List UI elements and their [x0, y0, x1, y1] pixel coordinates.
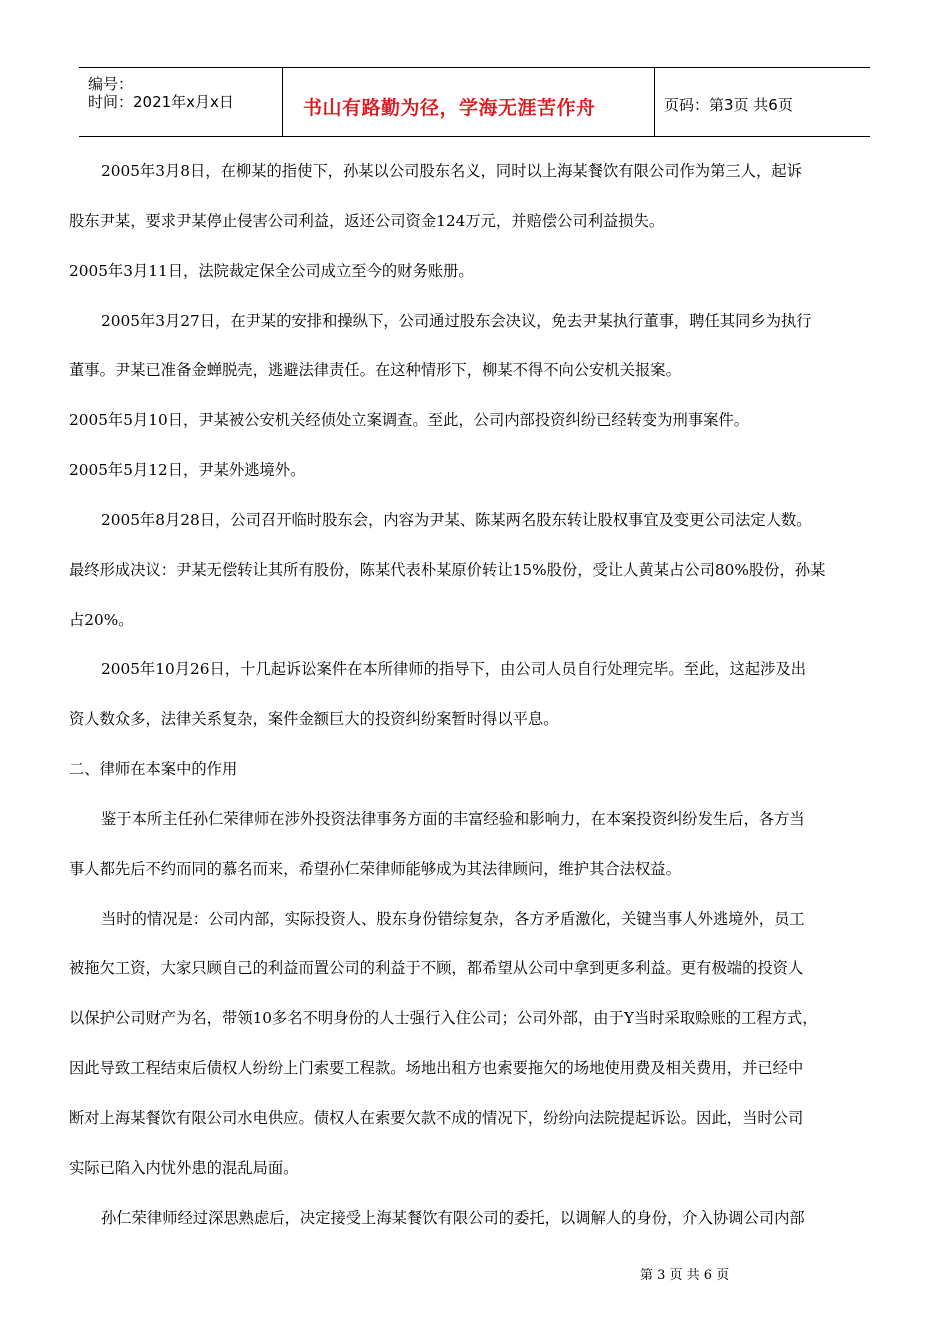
body-line: 实际已陷入内忧外患的混乱局面。: [69, 1159, 299, 1177]
document-number-label: 编号：: [88, 75, 134, 93]
document-time-label: 时间：2021年x月x日: [88, 93, 234, 111]
header-left-cell: [79, 68, 283, 136]
body-line: 2005年10月26日，十几起诉讼案件在本所律师的指导下，由公司人员自行处理完毕。至此，这起涉及出: [101, 660, 807, 678]
body-line: 董事。尹某已准备金蝉脱壳，逃避法律责任。在这种情形下，柳某不得不向公安机关报案。: [69, 361, 681, 379]
body-line: 2005年8月28日，公司召开临时股东会，内容为尹某、陈某两名股东转让股权事宜及变更公司法定人数。: [101, 511, 812, 529]
body-line: 2005年5月10日，尹某被公安机关经侦处立案调查。至此，公司内部投资纠纷已经转变为刑事案件。: [69, 411, 750, 429]
body-line: 以保护公司财产为名，带领10多名不明身份的人士强行入住公司；公司外部，由于Y当时采取赊账的工程方式，: [69, 1009, 818, 1027]
body-line: 鉴于本所主任孙仁荣律师在涉外投资法律事务方面的丰富经验和影响力，在本案投资纠纷发生后，各方当: [101, 810, 805, 828]
page-header: [79, 67, 870, 137]
header-middle-cell: [283, 68, 655, 136]
body-line: 当时的情况是：公司内部，实际投资人、股东身份错综复杂，各方矛盾激化，关键当事人外逃境外，员工: [101, 910, 805, 928]
body-line: 2005年5月12日，尹某外逃境外。: [69, 461, 306, 479]
body-line: 2005年3月11日，法院裁定保全公司成立至今的财务账册。: [69, 262, 474, 280]
body-line: 断对上海某餐饮有限公司水电供应。债权人在索要欠款不成的情况下，纷纷向法院提起诉讼。因此，当时公司: [69, 1109, 804, 1127]
header-motto: 书山有路勤为径，学海无涯苦作舟: [303, 97, 596, 119]
body-line: 占20%。: [69, 611, 134, 629]
body-line: 被拖欠工资，大家只顾自己的利益而置公司的利益于不顾，都希望从公司中拿到更多利益。更有极端的投资人: [69, 959, 804, 977]
body-line: 孙仁荣律师经过深思熟虑后，决定接受上海某餐饮有限公司的委托，以调解人的身份，介入协调公司内部: [101, 1209, 805, 1227]
header-page-number: 页码：第3页 共6页: [664, 96, 793, 114]
header-right-cell: [655, 68, 870, 136]
body-line: 资人数众多，法律关系复杂，案件金额巨大的投资纠纷案暂时得以平息。: [69, 710, 559, 728]
body-line: 股东尹某，要求尹某停止侵害公司利益，返还公司资金124万元，并赔偿公司利益损失。: [69, 212, 665, 230]
body-line: 事人都先后不约而同的慕名而来，希望孙仁荣律师能够成为其法律顾问，维护其合法权益。: [69, 860, 681, 878]
section-heading: 二、律师在本案中的作用: [69, 760, 238, 778]
body-line: 因此导致工程结束后债权人纷纷上门索要工程款。场地出租方也索要拖欠的场地使用费及相关费用，并已经中: [69, 1059, 804, 1077]
body-line: 最终形成决议：尹某无偿转让其所有股份，陈某代表朴某原价转让15%股份，受让人黄某占公司80%股份，孙某: [69, 561, 826, 579]
footer-page-number: 第 3 页 共 6 页: [640, 1268, 730, 1283]
body-line: 2005年3月8日，在柳某的指使下，孙某以公司股东名义，同时以上海某餐饮有限公司作为第三人，起诉: [101, 162, 802, 180]
body-line: 2005年3月27日，在尹某的安排和操纵下，公司通过股东会决议，免去尹某执行董事，聘任其同乡为执行: [101, 312, 812, 330]
